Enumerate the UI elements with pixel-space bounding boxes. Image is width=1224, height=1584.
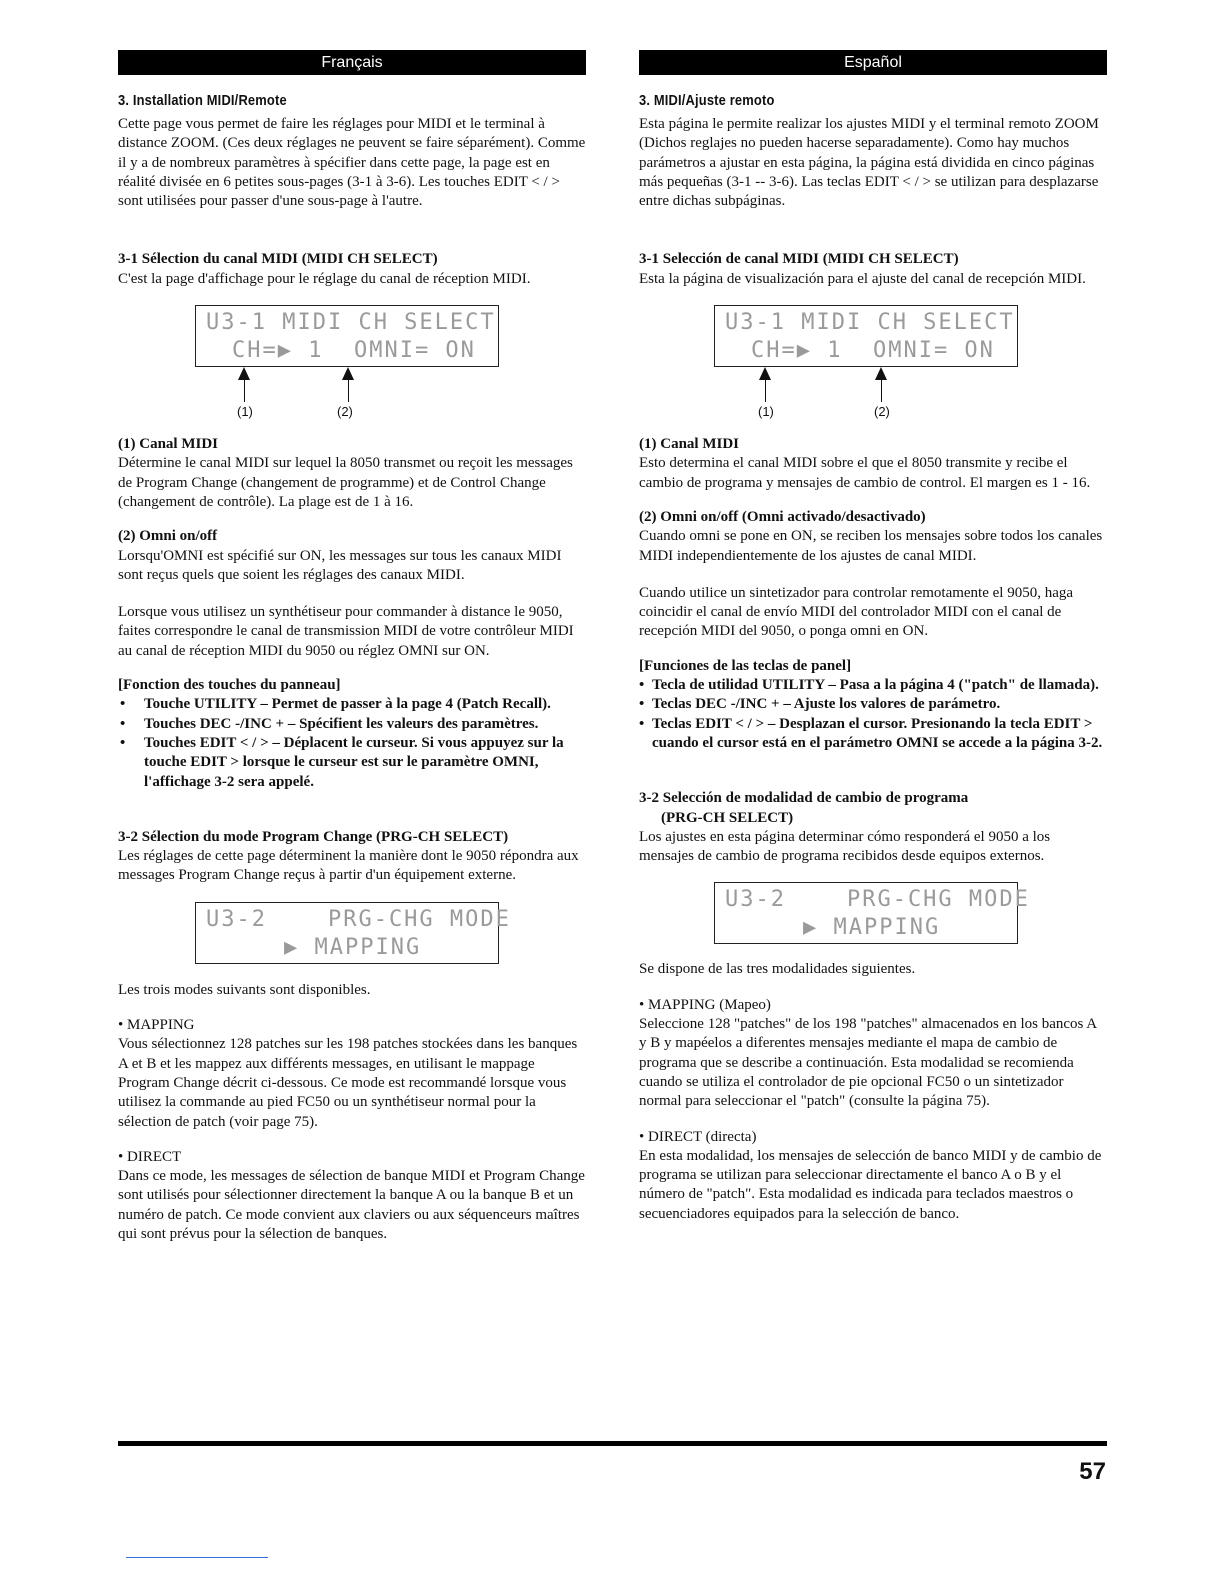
arrow-up-icon: [341, 367, 355, 402]
lcd-display-3-2: [714, 882, 1030, 944]
lcd-display-3-1: [195, 305, 499, 367]
list-item: • Touches DEC -/INC + – Spécifient les valeurs des paramètres.: [118, 715, 586, 734]
lcd-line-1: U3-1 MIDI CH SELECT: [206, 310, 496, 336]
list-item: • Teclas EDIT < / > – Desplazan el cursor. Presionando la tecla EDIT > cuando el cursor está en el parámetro OMNI se accede a la página 3-2.: [639, 715, 1107, 754]
panel-keys-title: [Fonction des touches du panneau]: [118, 677, 341, 694]
panel-keys-title: [Funciones de las teclas de panel]: [639, 657, 852, 674]
list-item: • Touche UTILITY – Permet de passer à la page 4 (Patch Recall).: [118, 695, 586, 714]
subsection-text-3-2: Les réglages de cette page déterminent la manière dont le 9050 répondra aux messages Program Change reçus à partir d'un équipement externe.: [118, 848, 579, 884]
subsection-title-3-2: 3-2 Selección de modalidad de cambio de programa: [639, 790, 969, 807]
language-header-french: Français: [118, 50, 586, 75]
panel-keys-list: [639, 676, 1107, 753]
mode-text-direct: En esta modalidad, los mensajes de selección de banco MIDI y de cambio de programa se utilizan para seleccionar directamente el banco A o B y el número de "patch". Esta modalidad es indicada para teclados maestros o secuenciadores equipados para la selección de banco.: [639, 1147, 1102, 1222]
arrow-callouts: [714, 367, 1016, 420]
lcd-line-1: U3-1 MIDI CH SELECT: [725, 310, 1015, 336]
subsection-title-3-2-cont: (PRG-CH SELECT): [661, 809, 794, 826]
subsection-title-3-2: 3-2 Sélection du mode Program Change (PRG-CH SELECT): [118, 828, 509, 845]
callout-label-1: (1): [758, 404, 774, 420]
bottom-rule: [118, 1441, 1107, 1446]
param-title-2: (2) Omni on/off: [118, 528, 218, 545]
lcd-display-3-1: [714, 305, 1018, 367]
subsection-text-3-2: Los ajustes en esta página determinar cómo responderá el 9050 a los mensajes de cambio de programa recibidos desde equipos externos.: [639, 828, 1051, 865]
mode-title-mapping: • MAPPING (Mapeo): [639, 996, 771, 1013]
section-title: 3. Installation MIDI/Remote: [118, 92, 287, 109]
lcd-line-2: ▶ MAPPING: [803, 915, 941, 941]
lcd-line-1: U3-2 PRG-CHG MODE: [206, 906, 511, 932]
param-title-1: (1) Canal MIDI: [639, 436, 739, 453]
arrow-callouts: [195, 367, 497, 420]
param-text-1: Détermine le canal MIDI sur lequel la 8050 transmet ou reçoit les messages de Program Change (changement de programme) et de Control Change (changement de contrôle). La plage est de 1 à 16.: [118, 455, 573, 510]
lcd-line-2: ▶ MAPPING: [284, 934, 422, 960]
callout-label-2: (2): [874, 404, 890, 420]
list-item: • Teclas DEC -/INC + – Ajuste los valores de parámetro.: [639, 695, 1107, 714]
subsection-title-3-1: 3-1 Sélection du canal MIDI (MIDI CH SELECT): [118, 251, 438, 268]
param-text-2: Lorsqu'OMNI est spécifié sur ON, les messages sur tous les canaux MIDI sont reçus quels que soient les réglages des canaux MIDI.: [118, 547, 562, 583]
lcd-display-3-2: [195, 902, 511, 964]
list-item: • Tecla de utilidad UTILITY – Pasa a la página 4 ("patch" de llamada).: [639, 676, 1107, 695]
lcd-line-2: CH=▶ 1 OMNI= ON: [232, 338, 476, 364]
arrow-up-icon: [237, 367, 251, 402]
param-text-2: Cuando omni se pone en ON, se reciben los mensajes sobre todos los canales MIDI independientemente de los ajustes de canal MIDI.: [639, 528, 1103, 564]
mode-title-mapping: • MAPPING: [118, 1017, 195, 1034]
param-title-2: (2) Omni on/off (Omni activado/desactivado): [639, 508, 926, 525]
modes-intro: Les trois modes suivants sont disponibles.: [118, 981, 371, 998]
subsection-title-3-1: 3-1 Selección de canal MIDI (MIDI CH SELECT): [639, 251, 959, 268]
mode-text-mapping: Vous sélectionnez 128 patches sur les 198 patches stockées dans les banques A et B et les mappez aux différents messages, en utilisant le mappage Program Change décrit ci-dessous. Ce mode est recommandé lorsque vous utilisez la commande au pied FC50 ou un synthétiseur normal pour la sélection de patch (voir page 75).: [118, 1036, 578, 1130]
arrow-up-icon: [758, 367, 772, 402]
section-title: 3. MIDI/Ajuste remoto: [639, 92, 775, 109]
lcd-line-1: U3-2 PRG-CHG MODE: [725, 887, 1030, 913]
column-spanish: [639, 50, 1107, 1224]
remote-paragraph: Lorsque vous utilisez un synthétiseur pour commander à distance le 9050, faites correspondre le canal de transmission MIDI de votre contrôleur MIDI au canal de réception MIDI du 9050 ou réglez OMNI sur ON.: [118, 604, 574, 659]
remote-paragraph: Cuando utilice un sintetizador para controlar remotamente el 9050, haga coincidir el canal de envío MIDI del controlador MIDI con el canal de recepción MIDI del 9050, o ponga omni en ON.: [639, 584, 1074, 640]
param-text-1: Esto determina el canal MIDI sobre el que el 8050 transmite y recibe el cambio de programa y mensajes de cambio de control. El margen es 1 - 16.: [639, 455, 1091, 491]
column-french: [118, 50, 586, 1244]
mode-title-direct: • DIRECT (directa): [639, 1128, 757, 1145]
modes-intro: Se dispone de las tres modalidades siguientes.: [639, 961, 916, 978]
callout-label-1: (1): [237, 404, 253, 420]
arrow-up-icon: [874, 367, 888, 402]
language-header-spanish: Español: [639, 50, 1107, 75]
subsection-text-3-1: Esta la página de visualización para el ajuste del canal de recepción MIDI.: [639, 270, 1086, 287]
subsection-text-3-1: C'est la page d'affichage pour le réglage du canal de réception MIDI.: [118, 270, 531, 287]
footer-link-line: [126, 1557, 268, 1558]
page-number: 57: [1079, 1458, 1106, 1485]
mode-title-direct: • DIRECT: [118, 1148, 182, 1165]
intro-paragraph: Cette page vous permet de faire les réglages pour MIDI et le terminal à distance ZOOM. (Ces deux réglages ne peuvent se faire séparément). Comme il y a de nombreux paramètres à spécifier dans cette page, la page est en réalité divisée en 6 petites sous-pages (3-1 à 3-6). Les touches EDIT < / > sont utilisées pour passer d'une sous-page à l'autre.: [118, 116, 586, 210]
lcd-line-2: CH=▶ 1 OMNI= ON: [751, 338, 995, 364]
panel-keys-list: [118, 695, 586, 791]
callout-label-2: (2): [337, 404, 353, 420]
param-title-1: (1) Canal MIDI: [118, 436, 218, 453]
mode-text-mapping: Seleccione 128 "patches" de los 198 "patches" almacenados en los bancos A y B y mapéelos a diferentes mensajes mediante el mapa de cambio de programa que se describe a continuación. Esta modalidad se recomienda cuando se utiliza el controlador de pie opcional FC50 o un sintetizador normal para seleccionar el "patch" (consulte la página 75).: [639, 1016, 1097, 1110]
intro-paragraph: Esta página le permite realizar los ajustes MIDI y el terminal remoto ZOOM (Dichos reglajes no pueden hacerse separadamente). Como hay muchos parámetros a ajustar en esta página, la página está dividida en cinco páginas más pequeñas (3-1 -- 3-6). Las teclas EDIT < / > se utilizan para desplazarse entre dichas subpáginas.: [639, 116, 1099, 210]
list-item: • Touches EDIT < / > – Déplacent le curseur. Si vous appuyez sur la touche EDIT > lorsque le curseur est sur le paramètre OMNI, l'affichage 3-2 sera appelé.: [118, 734, 586, 792]
mode-text-direct: Dans ce mode, les messages de sélection de banque MIDI et Program Change sont utilisés pour sélectionner directement la banque A ou la banque B et un numéro de patch. Ce mode convient aux claviers ou aux séquenceurs maîtres qui sont prévus pour la sélection de banques.: [118, 1168, 585, 1242]
